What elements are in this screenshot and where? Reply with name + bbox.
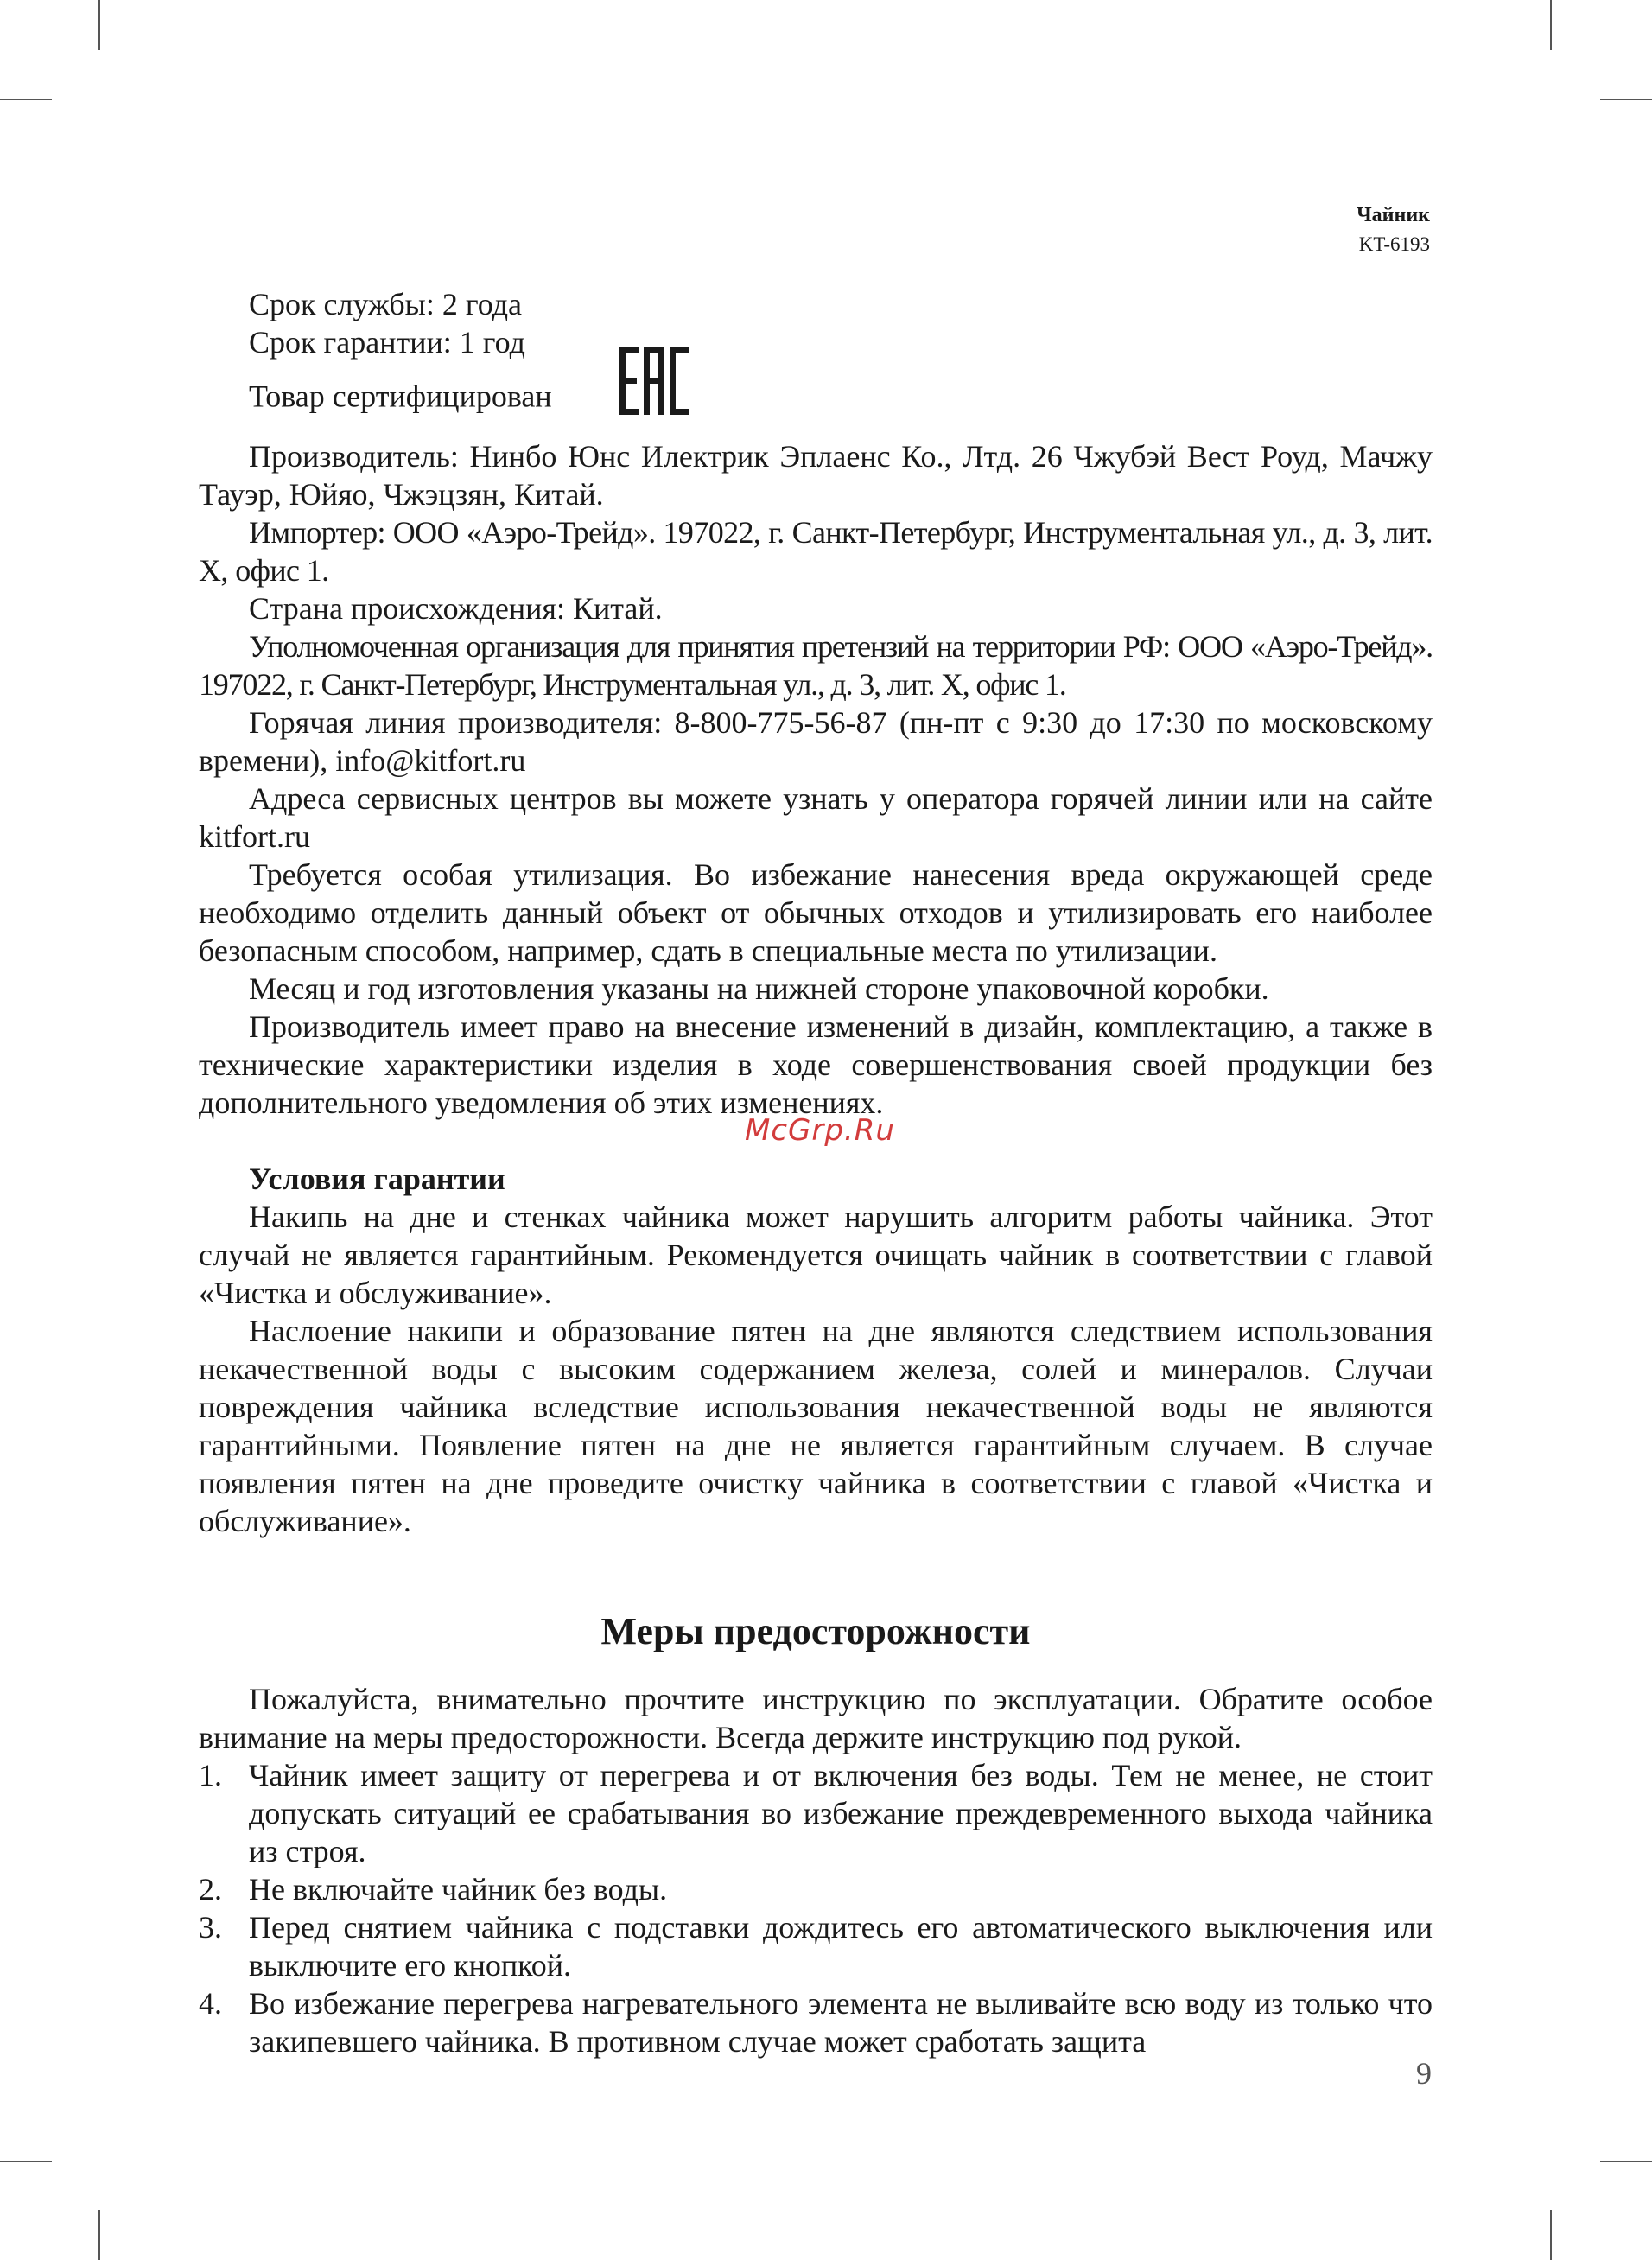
country-of-origin: Страна происхождения: Китай.	[249, 591, 663, 626]
service-life: Срок службы: 2 года	[249, 287, 523, 321]
precautions-heading: Меры предосторожности	[600, 1610, 1031, 1652]
crop-mark	[1550, 0, 1552, 50]
certified-text: Товар сертифицирован	[249, 379, 552, 414]
hotline: Горячая линия производителя: 8-800-775-56-87 (пн-пт с 9:30 до 17:30 по московскому времени), info@kitfort.ru	[199, 705, 1433, 778]
header-title: Чайник	[1357, 204, 1430, 226]
eac-mark-icon	[569, 347, 689, 423]
crop-mark	[1600, 2161, 1652, 2162]
disposal: Требуется особая утилизация. Во избежание нанесения вреда окружающей среде необходимо отделить данный объект от обычных отходов и утилизировать его наиболее безопасным способом, например, сдать в специальные места по утилизации.	[199, 857, 1433, 968]
crop-mark	[98, 2210, 100, 2260]
warranty-term: Срок гарантии: 1 год	[249, 325, 525, 360]
page-number: 9	[1416, 2056, 1432, 2091]
crop-mark	[0, 2161, 52, 2162]
certified-line	[199, 361, 1433, 437]
list-item: 2. Не включайте чайник без воды.	[199, 1872, 668, 1907]
importer: Импортер: ООО «Аэро-Трейд». 197022, г. Санкт-Петербург, Инструментальная ул., д. 3, лит. Х, офис 1.	[199, 515, 1433, 588]
design-changes: Производитель имеет право на внесение изменений в дизайн, комплектацию, а также в технические характеристики изделия в ходе совершенствования своей продукции без дополнительного уведомления об этих изменениях.	[199, 1009, 1433, 1120]
service-centers: Адреса сервисных центров вы можете узнать у оператора горячей линии или на сайте kitfort.ru	[199, 781, 1433, 854]
precautions-list	[199, 1756, 1433, 2060]
list-item: 1. Чайник имеет защиту от перегрева и от включения без воды. Тем не менее, не стоит допускать ситуаций ее срабатывания во избежание преждевременного выхода чайника из строя.	[199, 1758, 1433, 1868]
warranty-conditions-p2: Наслоение накипи и образование пятен на дне являются следствием использования некачественной воды с высоким содержанием железа, солей и минералов. Случаи повреждения чайника вследствие использования некачественной воды не являются гарантийными. Появление пятен на дне не является гарантийным случаем. В случае появления пятен на дне проведите очистку чайника в соответствии с главой «Чистка и обслуживание».	[199, 1314, 1433, 1538]
page-content	[199, 285, 1433, 2060]
running-header	[1357, 201, 1430, 259]
crop-mark	[1550, 2210, 1552, 2260]
precautions-intro: Пожалуйста, внимательно прочтите инструкцию по эксплуатации. Обратите особое внимание на меры предосторожности. Всегда держите инструкцию под рукой.	[199, 1682, 1433, 1754]
header-model: KT-6193	[1358, 233, 1430, 255]
warranty-conditions-p1: Накипь на дне и стенках чайника может нарушить алгоритм работы чайника. Этот случай не является гарантийным. Рекомендуется очищать чайник в соответствии с главой «Чистка и обслуживание».	[199, 1200, 1433, 1310]
list-item: 4. Во избежание перегрева нагревательного элемента не выливайте всю воду из только что закипевшего чайника. В противном случае может сработать защита	[199, 1986, 1433, 2059]
list-item: 3. Перед снятием чайника с подставки дождитесь его автоматического выключения или выключите его кнопкой.	[199, 1910, 1433, 1983]
manufacturer: Производитель: Нинбо Юнс Илектрик Эплаенс Ко., Лтд. 26 Чжубэй Вест Роуд, Мачжу Тауэр, Юйяо, Чжэцзян, Китай.	[199, 439, 1433, 512]
crop-mark	[0, 99, 52, 100]
warranty-conditions-heading: Условия гарантии	[249, 1162, 505, 1196]
watermark: McGrp.Ru	[745, 1113, 895, 1148]
manufacture-date: Месяц и год изготовления указаны на нижней стороне упаковочной коробки.	[249, 971, 1269, 1006]
crop-mark	[98, 0, 100, 50]
crop-mark	[1600, 99, 1652, 100]
authorized-organization: Уполномоченная организация для принятия претензий на территории РФ: ООО «Аэро-Трейд». 197022, г. Санкт-Петербург, Инструментальная ул., д. 3, лит. Х, офис 1.	[199, 629, 1433, 702]
